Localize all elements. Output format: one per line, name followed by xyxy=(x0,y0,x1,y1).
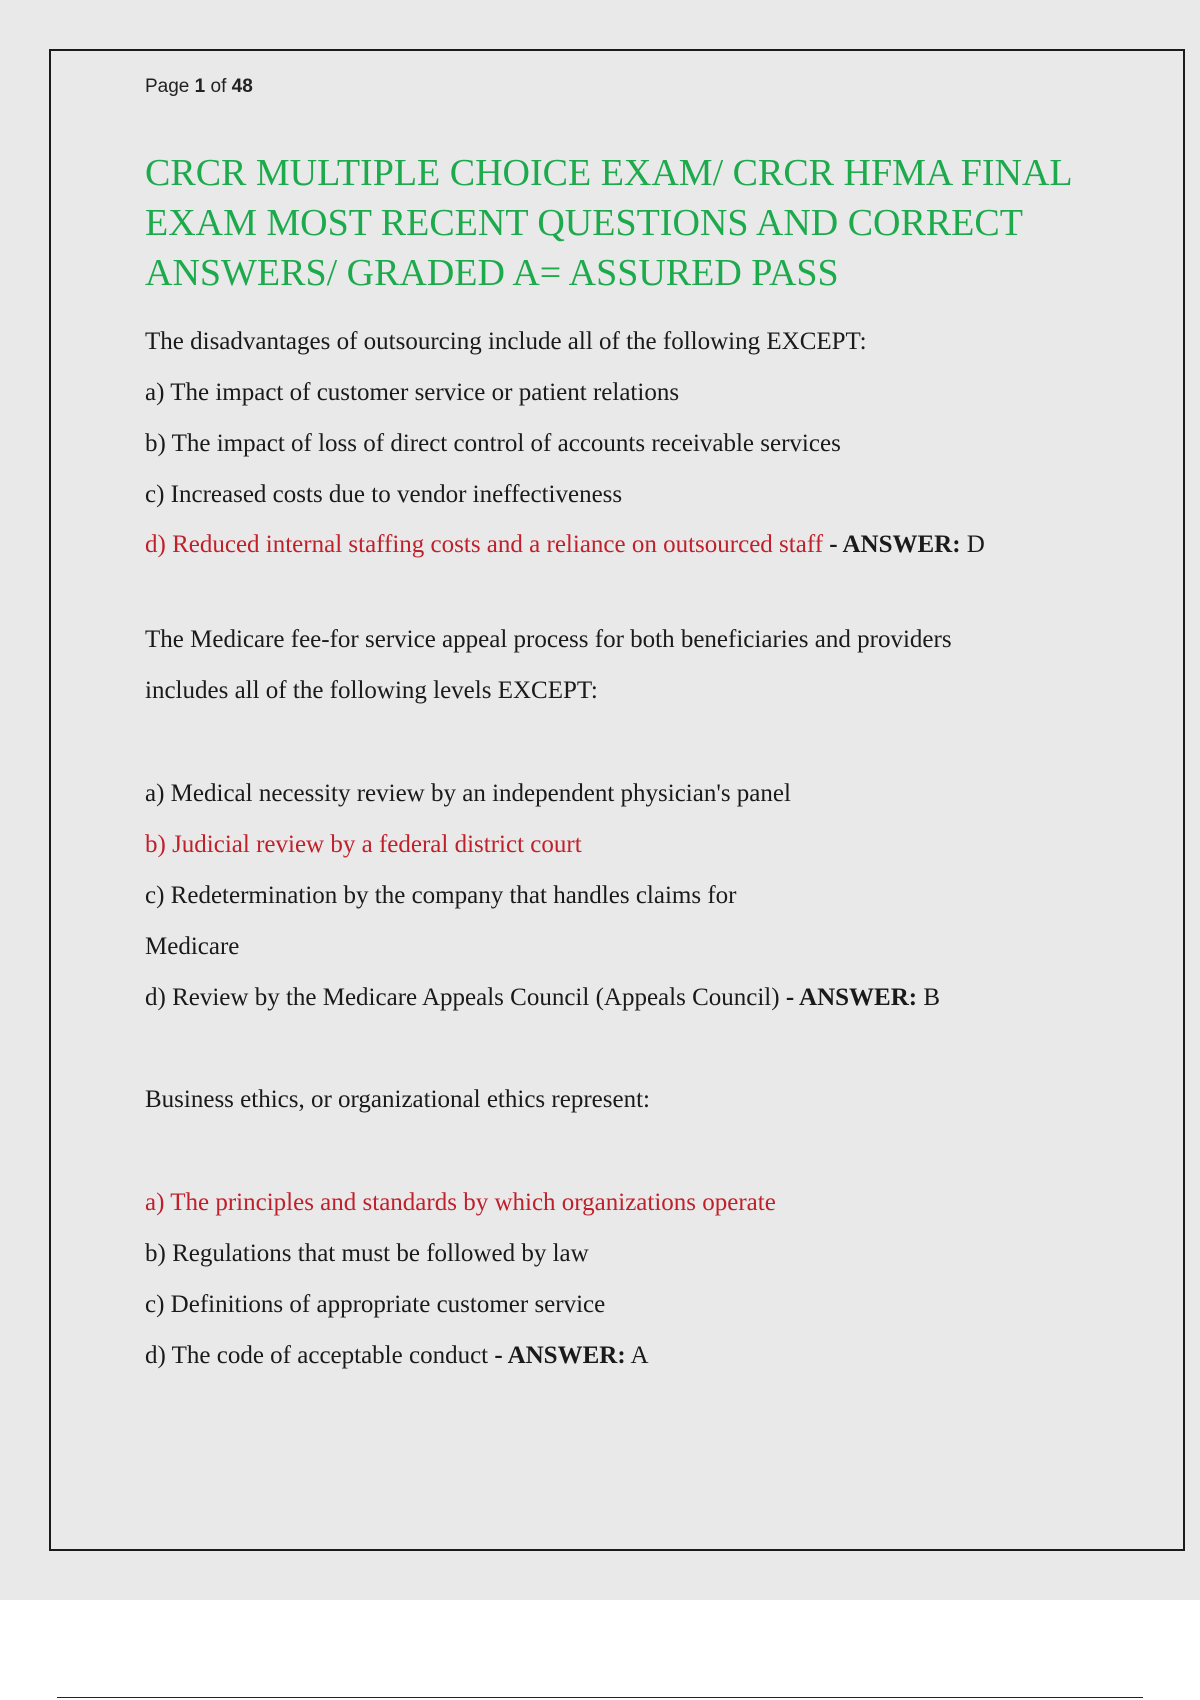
option-d: d) Review by the Medicare Appeals Council (Appeals Council) xyxy=(145,984,780,1011)
question-block-2 xyxy=(145,614,1095,1023)
option-c-line-2: Medicare xyxy=(145,933,240,960)
option-d-with-answer: d) Reduced internal staffing costs and a reliance on outsourced staff - ANSWER: D xyxy=(145,531,985,558)
spacer xyxy=(145,1023,1095,1074)
page-number-label xyxy=(145,72,1095,102)
document-title: CRCR MULTIPLE CHOICE EXAM/ CRCR HFMA FINAL EXAM MOST RECENT QUESTIONS AND CORRECT ANSWERS/ GRADED A= ASSURED PASS xyxy=(145,152,1072,294)
spacer xyxy=(145,562,1095,614)
answer-label: ANSWER: xyxy=(799,984,918,1011)
answer-label: ANSWER: xyxy=(842,531,961,558)
page-current: 1 xyxy=(194,76,206,97)
page-label-of: of xyxy=(210,76,227,97)
option-b: b) Regulations that must be followed by law xyxy=(145,1240,589,1267)
question-text: The disadvantages of outsourcing include all of the following EXCEPT: xyxy=(145,328,867,355)
spacer xyxy=(145,1125,1095,1177)
option-a: a) The impact of customer service or patient relations xyxy=(145,379,680,406)
question-block-3 xyxy=(145,1074,1095,1381)
answer-value: B xyxy=(923,984,941,1011)
option-a-correct: a) The principles and standards by which organizations operate xyxy=(145,1189,776,1216)
option-d: d) The code of acceptable conduct xyxy=(145,1342,489,1369)
next-page-rule xyxy=(57,1697,1143,1698)
question-text-line-1: The Medicare fee-for service appeal process for both beneficiaries and providers xyxy=(145,626,952,653)
option-c-line-1: c) Redetermination by the company that handles claims for xyxy=(145,882,737,909)
option-b-correct: b) Judicial review by a federal district court xyxy=(145,831,582,858)
question-text: Business ethics, or organizational ethics represent: xyxy=(145,1086,650,1113)
page-label-prefix: Page xyxy=(145,76,190,97)
option-b: b) The impact of loss of direct control of accounts receivable services xyxy=(145,430,841,457)
option-d-correct: d) Reduced internal staffing costs and a reliance on outsourced staff xyxy=(145,531,824,558)
answer-value: D xyxy=(966,531,985,558)
document-content xyxy=(145,72,1095,1381)
answer-value: A xyxy=(630,1342,649,1369)
option-a: a) Medical necessity review by an independent physician's panel xyxy=(145,780,791,807)
spacer xyxy=(145,716,1095,768)
option-c: c) Increased costs due to vendor ineffectiveness xyxy=(145,481,623,508)
question-block-1 xyxy=(145,316,1095,562)
option-d-with-answer: d) Review by the Medicare Appeals Council (Appeals Council) - ANSWER: B xyxy=(145,984,941,1011)
page-total: 48 xyxy=(231,76,253,97)
question-text-line-2: includes all of the following levels EXCEPT: xyxy=(145,677,598,704)
answer-label: ANSWER: xyxy=(507,1342,626,1369)
option-d-with-answer: d) The code of acceptable conduct - ANSWER: A xyxy=(145,1342,649,1369)
option-c: c) Definitions of appropriate customer service xyxy=(145,1291,606,1318)
